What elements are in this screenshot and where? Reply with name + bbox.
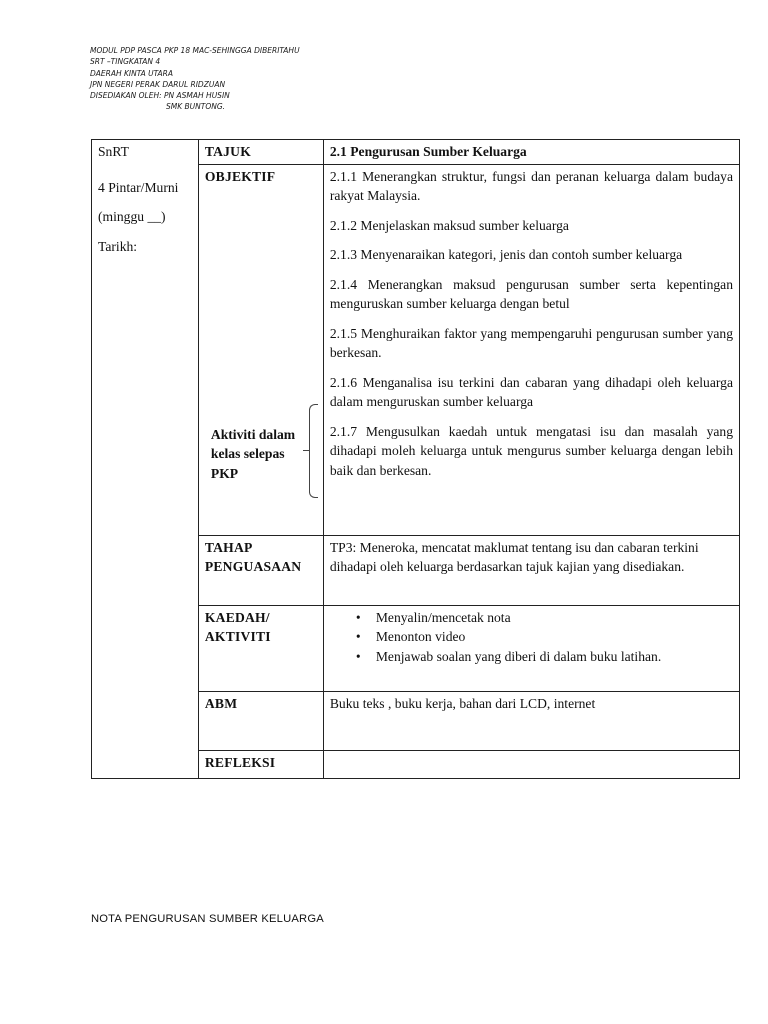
objective-item: 2.1.3 Menyenaraikan kategori, jenis dan contoh sumber keluarga	[329, 247, 683, 262]
header-line-state: JPN NEGERI PERAK DARUL RIDZUAN	[90, 79, 226, 89]
objective-item: 2.1.6 Menganalisa isu terkini dan cabaran yang dihadapi oleh keluarga dalam menguruskan sumber keluarga	[329, 374, 733, 409]
objective-item: 2.1.2 Menjelaskan maksud sumber keluarga	[329, 217, 569, 233]
document-header	[90, 45, 300, 113]
side-subject: SnRT	[98, 144, 129, 159]
kaedah-item	[355, 647, 733, 667]
header-line-module: MODUL PDP PASCA PKP 18 MAC-SEHINGGA DIBERITAHU	[90, 46, 300, 55]
objective-item: 2.1.1 Menerangkan struktur, fungsi dan peranan keluarga dalam budaya rakyat Malaysia.	[329, 168, 733, 203]
notes-title: NOTA PENGURUSAN SUMBER KELUARGA	[91, 913, 324, 925]
bullet: •	[355, 629, 361, 644]
kaedah-item	[355, 608, 733, 628]
lesson-plan-table	[91, 139, 740, 779]
kaedah-label: KAEDAH/ AKTIVITI	[198, 605, 323, 691]
header-line-school: SMK BUNTONG.	[166, 102, 226, 112]
row-tajuk	[92, 140, 740, 165]
kaedah-item-text: Menjawab soalan yang diberi di dalam buku latihan.	[375, 648, 662, 664]
bullet: •	[355, 648, 361, 664]
side-week: (minggu __)	[98, 209, 166, 224]
tahap-value: TP3: Meneroka, mencatat maklumat tentang isu dan cabaran terkini dihadapi oleh keluarga berdasarkan tajuk kajian yang disediakan.	[323, 535, 739, 605]
brace-decoration	[309, 404, 318, 498]
side-info-cell	[92, 140, 199, 779]
kaedah-item-text: Menyalin/mencetak nota	[375, 609, 511, 625]
objective-item: 2.1.7 Mengusulkan kaedah untuk mengatasi isu dan masalah yang dihadapi moleh keluarga untuk mengurus sumber keluarga dengan lebih baik dan berkesan.	[329, 423, 733, 478]
tahap-label: TAHAP PENGUASAAN	[198, 535, 323, 605]
activity-label: Aktiviti dalam kelas selepas PKP	[210, 426, 296, 481]
objective-item: 2.1.5 Menghuraikan faktor yang mempengaruhi pengurusan sumber yang berkesan.	[329, 325, 733, 360]
refleksi-value	[323, 750, 739, 778]
kaedah-item	[355, 627, 733, 647]
header-line-prepared-by: DISEDIAKAN OLEH: PN ASMAH HUSIN	[90, 91, 230, 101]
side-class: 4 Pintar/Murni	[98, 179, 179, 195]
abm-label: ABM	[198, 691, 323, 750]
refleksi-label: REFLEKSI	[198, 750, 323, 778]
header-line-district: DAERAH KINTA UTARA	[90, 68, 174, 78]
side-date: Tarikh:	[98, 238, 138, 254]
tajuk-value: 2.1 Pengurusan Sumber Keluarga	[323, 140, 739, 165]
abm-value: Buku teks , buku kerja, bahan dari LCD, internet	[323, 691, 739, 750]
objektif-label-cell	[198, 164, 323, 535]
brace-tick-decoration	[303, 450, 310, 451]
tajuk-label: TAJUK	[198, 140, 323, 165]
bullet: •	[355, 609, 361, 625]
objektif-list	[323, 164, 739, 535]
header-line-form: SRT –TINGKATAN 4	[90, 57, 161, 67]
objektif-label: OBJEKTIF	[204, 168, 276, 184]
kaedah-item-text: Menonton video	[375, 629, 466, 644]
objective-item: 2.1.4 Menerangkan maksud pengurusan sumber serta kepentingan menguruskan sumber keluarga dengan betul	[329, 276, 733, 311]
kaedah-list-cell	[323, 605, 739, 691]
kaedah-list	[330, 608, 733, 667]
